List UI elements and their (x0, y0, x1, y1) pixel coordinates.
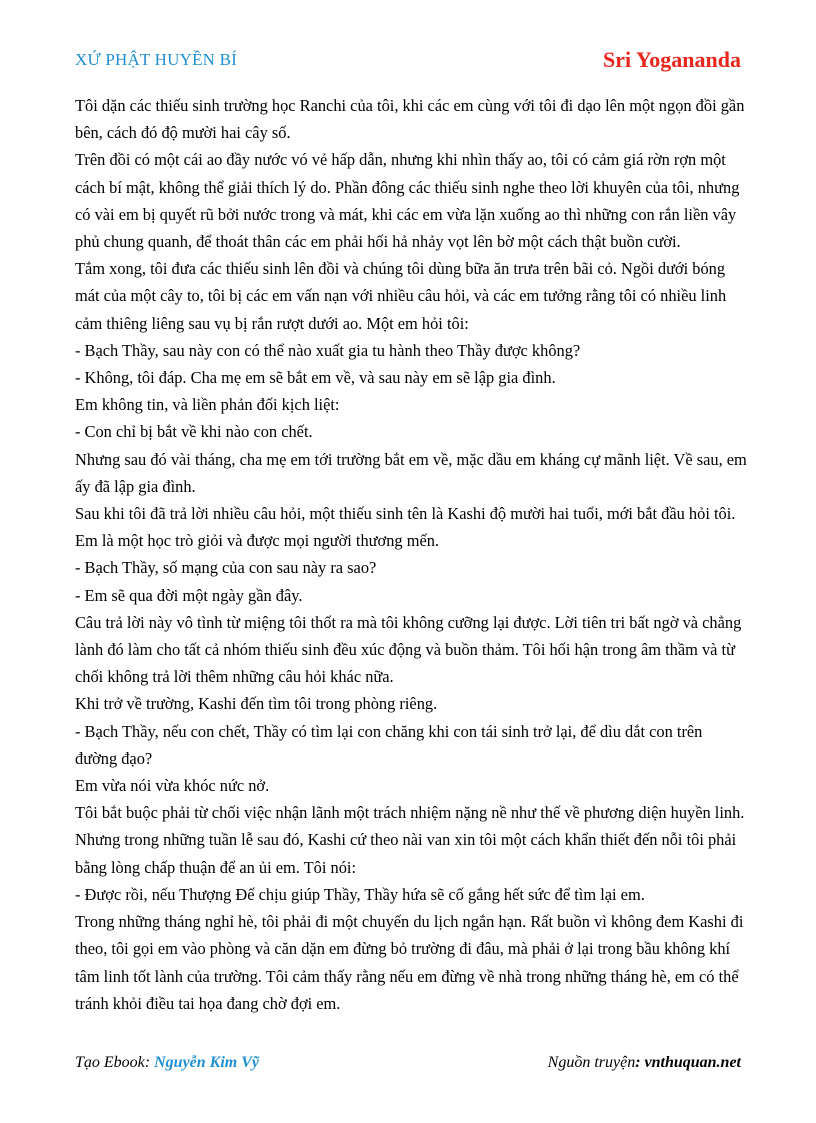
ebook-separator: : (144, 1054, 155, 1071)
source-separator: : (635, 1054, 645, 1071)
paragraph: - Bạch Thầy, nếu con chết, Thầy có tìm lại con chăng khi con tái sinh trở lại, để dìu dắt con trên đường đạo? (75, 721, 703, 768)
paragraph: Em không tin, và liền phản đối kịch liệt: (75, 395, 340, 415)
paragraph: Tắm xong, tôi đưa các thiếu sinh lên đồi và chúng tôi dùng bữa ăn trưa trên bãi cỏ. Ngồi dưới bóng mát của một cây to, tôi bị các em vấn nạn với nhiều câu hỏi, và các em tưởng rằng tôi có nhiều linh cảm thiêng liêng sau vụ bị rắn rượt dưới ao. Một em hỏi tôi: (75, 259, 727, 333)
paragraph: Tôi bắt buộc phải từ chối việc nhận lãnh một trách nhiệm nặng nề như thế về phương diện huyền linh. Nhưng trong những tuần lễ sau đó, Kashi cứ theo nài van xin tôi một cách khẩn thiết đến nỗi tôi phải bằng lòng chấp thuận để an ủi em. Tôi nói: (75, 803, 745, 877)
author-name: Sri Yogananda (603, 47, 741, 72)
paragraph: - Bạch Thầy, số mạng của con sau này ra sao? (75, 558, 377, 578)
paragraph: Sau khi tôi đã trả lời nhiều câu hỏi, một thiếu sinh tên là Kashi độ mười hai tuổi, mới bắt đầu hỏi tôi. Em là một học trò giỏi và được mọi người thương mến. (75, 504, 736, 551)
source-site: vnthuquan.net (644, 1054, 741, 1071)
ebook-label: Tạo Ebook (75, 1054, 145, 1071)
paragraph: Trong những tháng nghỉ hè, tôi phải đi một chuyến du lịch ngắn hạn. Rất buồn vì không đem Kashi đi theo, tôi gọi em vào phòng và căn dặn em đừng bỏ trường đi đâu, mà phải ở lại trong bầu không khí tâm linh tốt lành của trường. Tôi cảm thấy rằng nếu em đừng về nhà trong những tháng hè, em có thể tránh khỏi điều tai họa đang chờ đợi em. (75, 912, 744, 1013)
paragraph: Câu trả lời này vô tình từ miệng tôi thốt ra mà tôi không cưỡng lại được. Lời tiên tri bất ngờ và chẳng lành đó làm cho tất cả nhóm thiếu sinh đều xúc động và buồn thảm. Tôi hối hận trong âm thầm và từ chối không trả lời thêm những câu hỏi khác nữa. (75, 612, 742, 687)
source-label: Nguồn truyện (547, 1054, 636, 1071)
paragraph: - Em sẽ qua đời một ngày gần đây. (75, 585, 303, 605)
paragraph: Em vừa nói vừa khóc nức nở. (75, 776, 270, 796)
paragraph: - Được rồi, nếu Thượng Đế chịu giúp Thầy, Thầy hứa sẽ cố gắng hết sức để tìm lại em. (75, 884, 645, 904)
ebook-credit (75, 1054, 259, 1072)
ebook-creator-name: Nguyễn Kim Vỹ (154, 1054, 259, 1071)
paragraph: Trên đồi có một cái ao đầy nước vó vẻ hấp dẫn, nhưng khi nhìn thấy ao, tôi có cảm giá rờn rợn một cách bí mật, không thể giải thích lý do. Phần đông các thiếu sinh nghe theo lời khuyên của tôi, nhưng có vài em bị quyết rũ bởi nước trong và mát, khi các em vừa lặn xuống ao thì những con rắn liền vây phủ chung quanh, để thoát thân các em phải hối hả nhảy vọt lên bờ một cách thật buồn cười. (75, 150, 740, 252)
paragraph: Khi trở về trường, Kashi đến tìm tôi trong phòng riêng. (75, 694, 438, 714)
page-body (75, 92, 747, 1017)
paragraph: - Không, tôi đáp. Cha mẹ em sẽ bắt em về, và sau này em sẽ lập gia đình. (75, 368, 556, 388)
source-credit (548, 1054, 741, 1072)
paragraph: Nhưng sau đó vài tháng, cha mẹ em tới trường bắt em về, mặc dầu em kháng cự mãnh liệt. Về sau, em ấy đã lập gia đình. (75, 449, 747, 496)
book-title: XỨ PHẬT HUYỀN BÍ (75, 50, 237, 69)
paragraph: Tôi dặn các thiếu sinh trường học Ranchi của tôi, khi các em cùng với tôi đi dạo lên một ngọn đồi gần bên, cách đó độ mười hai cây số. (75, 96, 745, 143)
paragraph: - Con chỉ bị bắt về khi nào con chết. (75, 422, 313, 442)
paragraph: - Bạch Thầy, sau này con có thể nào xuất gia tu hành theo Thầy được không? (75, 340, 581, 360)
